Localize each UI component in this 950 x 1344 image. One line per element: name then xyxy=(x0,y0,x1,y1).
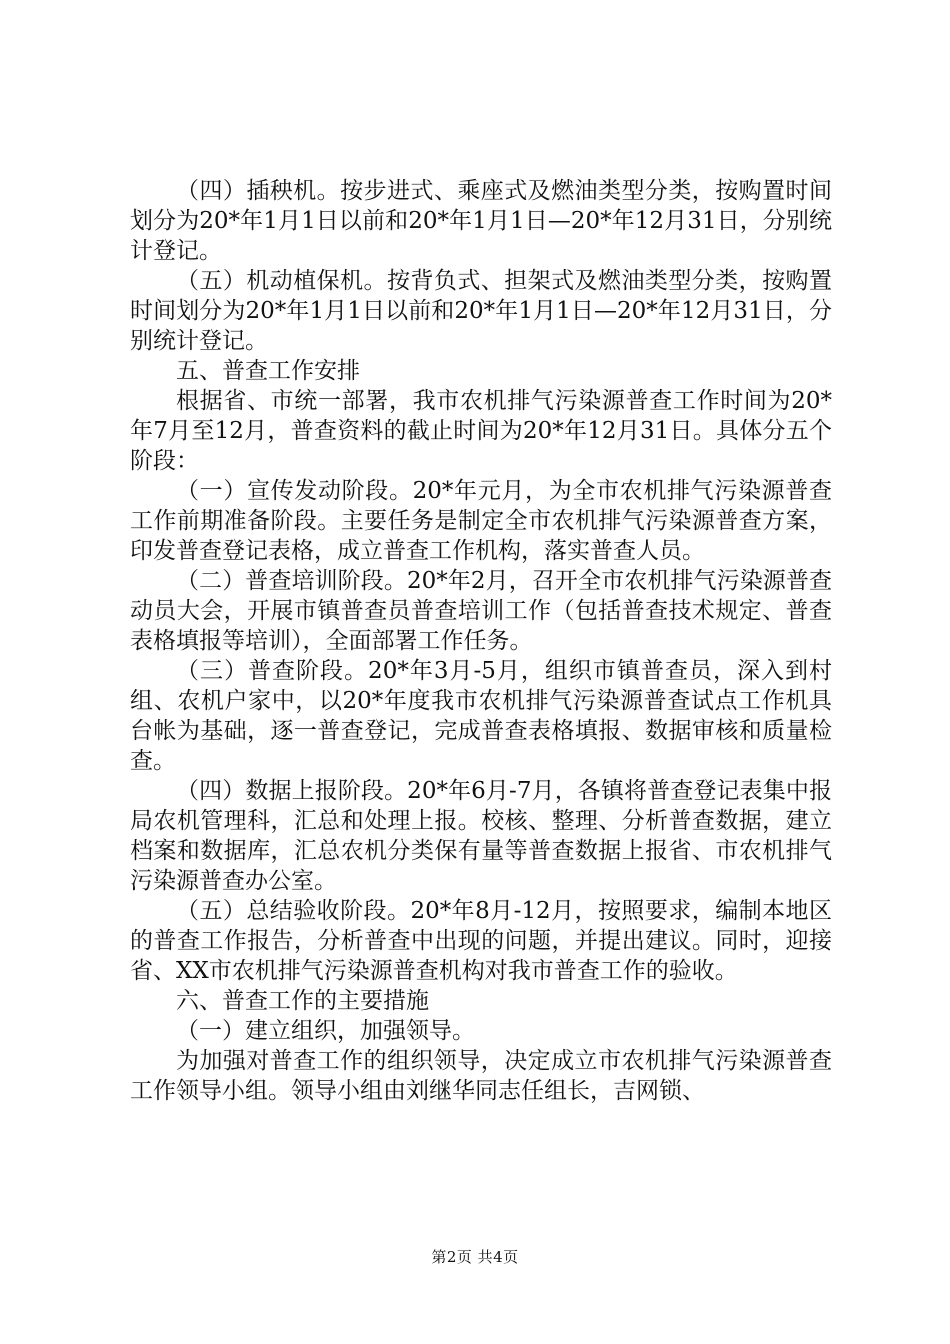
paragraph-stage-reporting: （四）数据上报阶段。20*年6月-7月，各镇将普查登记表集中报局农机管理科，汇总和处理上报。校核、整理、分析普查数据，建立档案和数据库，汇总农机分类保有量等普查数据上报省、市农机排气污染源普查办公室。 xyxy=(130,778,832,894)
section-heading-main-measures: 六、普查工作的主要措施 xyxy=(176,988,429,1014)
document-body xyxy=(130,176,832,1106)
paragraph-stage-training: （二）普查培训阶段。20*年2月，召开全市农机排气污染源普查动员大会，开展市镇普查员普查培训工作（包括普查技术规定、普查表格填报等培训），全面部署工作任务。 xyxy=(130,568,832,654)
paragraph-rice-transplanter: （四）插秧机。按步进式、乘座式及燃油类型分类，按购置时间划分为20*年1月1日以前和20*年1月1日—20*年12月31日，分别统计登记。 xyxy=(130,178,832,264)
paragraph-leadership-group: 为加强对普查工作的组织领导，决定成立市农机排气污染源普查工作领导小组。领导小组由刘继华同志任组长，吉网锁、 xyxy=(130,1048,832,1104)
paragraph-stage-survey: （三）普查阶段。20*年3月-5月，组织市镇普查员，深入到村组、农机户家中，以20*年度我市农机排气污染源普查试点工作机具台帐为基础，逐一普查登记，完成普查表格填报、数据审核和质量检查。 xyxy=(130,658,832,774)
section-heading-work-arrangement: 五、普查工作安排 xyxy=(176,358,360,384)
paragraph-schedule-overview: 根据省、市统一部署，我市农机排气污染源普查工作时间为20*年7月至12月，普查资料的截止时间为20*年12月31日。具体分五个阶段： xyxy=(130,388,832,474)
paragraph-stage-publicity: （一）宣传发动阶段。20*年元月，为全市农机排气污染源普查工作前期准备阶段。主要任务是制定全市农机排气污染源普查方案，印发普查登记表格，成立普查工作机构，落实普查人员。 xyxy=(130,478,832,564)
paragraph-plant-protection-machine: （五）机动植保机。按背负式、担架式及燃油类型分类，按购置时间划分为20*年1月1日以前和20*年1月1日—20*年12月31日，分别统计登记。 xyxy=(130,268,832,354)
page-number-footer: 第2页 共4页 xyxy=(431,1248,519,1266)
paragraph-stage-acceptance: （五）总结验收阶段。20*年8月-12月，按照要求，编制本地区的普查工作报告，分析普查中出现的问题，并提出建议。同时，迎接省、XX市农机排气污染源普查机构对我市普查工作的验收。 xyxy=(130,898,832,984)
subheading-organization: （一）建立组织，加强领导。 xyxy=(176,1018,475,1044)
